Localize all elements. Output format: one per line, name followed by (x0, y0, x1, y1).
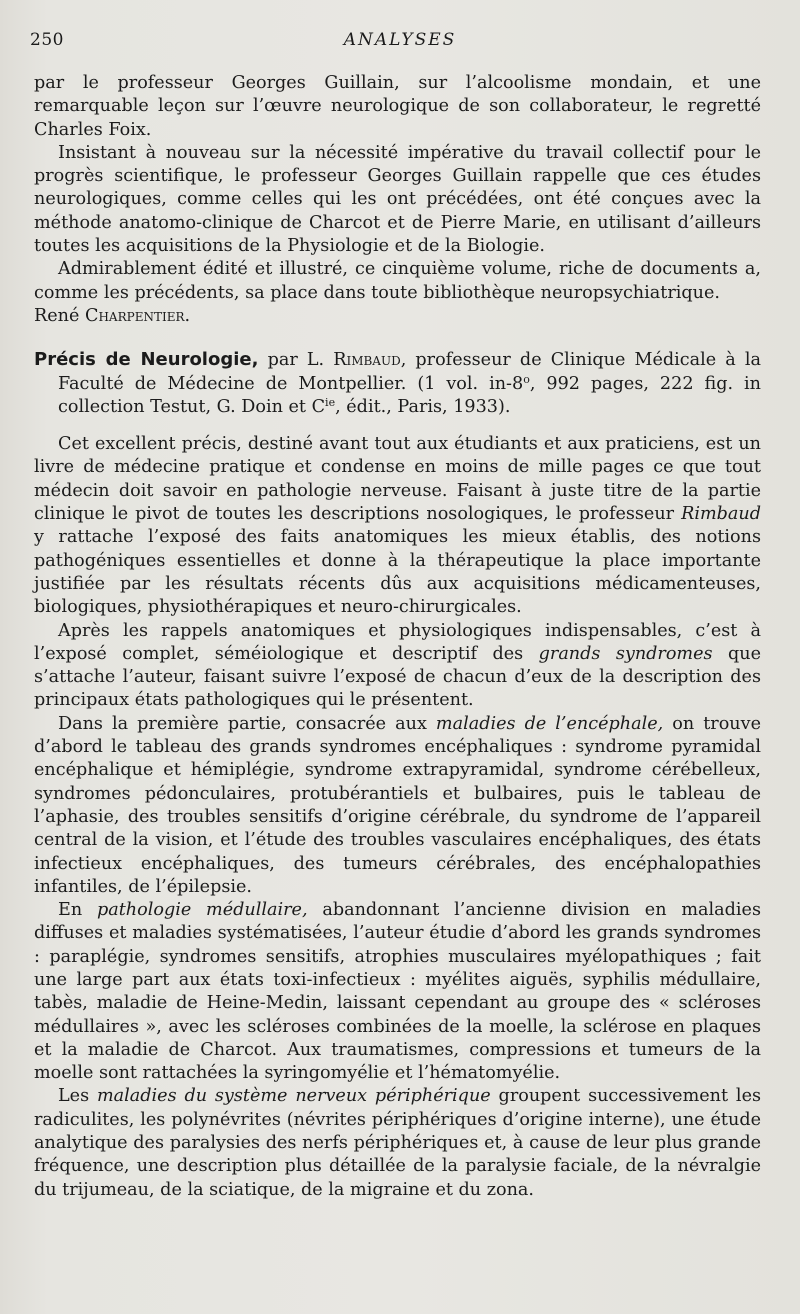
review-paragraph (34, 713, 761, 899)
signature-last-name: Charpentier. (85, 305, 191, 326)
review-paragraph (34, 899, 761, 1085)
review-text: on trouve d’abord le tableau des grands syndromes encéphaliques : syndrome pyramidal encéphalique et hémiplégie, syndrome extrapyramidal, syndrome cérébelleux, syndromes pédonculaires, protubérantiels et bulbaires, puis le tableau de l’aphasie, des troubles sensitifs d’origine cérébrale, du syndrome de l’appareil central de la vision, et l’étude des troubles vasculaires encéphaliques, des états infectieux encéphaliques, des tumeurs cérébrales, des encéphalopathies infantiles, de l’épilepsie. (34, 713, 761, 897)
book-details-end: , édit., Paris, 1933). (335, 396, 511, 417)
previous-review-paragraph: Insistant à nouveau sur la nécessité impérative du travail collectif pour le progrès scientifique, le professeur Georges Guillain rappelle que ces études neurologiques, comme celles qui les ont précédées, ont été conçues avec la méthode anatomo-clinique de Charcot et de Pierre Marie, en utilisant d’ailleurs toutes les acquisitions de la Physiologie et de la Biologie. (34, 142, 761, 257)
review-text: y rattache l’exposé des faits anatomiques les mieux établis, des notions pathogéniques essentielles et donne à la thérapeutique la place importante justifiée par les résultats récents dûs aux acquisitions médicamenteuses, biologiques, physiothérapiques et neuro-chirurgicales. (34, 527, 761, 618)
review-paragraph (34, 620, 761, 713)
review-emphasis: pathologie médullaire, (96, 900, 308, 921)
review-emphasis: maladies de l’encéphale, (435, 713, 664, 734)
signature-first-name: René (34, 305, 80, 326)
review-paragraph (34, 1085, 761, 1201)
previous-review-paragraph: par le professeur Georges Guillain, sur l’alcoolisme mondain, et une remarquable leçon sur l’œuvre neurologique de son collaborateur, le regretté Charles Foix. (34, 73, 761, 140)
previous-review-paragraph: Admirablement édité et illustré, ce cinquième volume, riche de documents a, comme les précédents, sa place dans toute bibliothèque neuropsychiatrique. (34, 259, 761, 303)
running-head: ANALYSES (343, 30, 457, 50)
book-details: professeur de Clinique Médicale à la Faculté de Médecine de Montpellier. (1 vol. in-8 (58, 350, 761, 394)
company-mark: ie (325, 395, 336, 409)
ordinal-mark: o (523, 372, 530, 386)
book-title: Précis de Neurologie, (34, 349, 259, 371)
review-author-name: Rimbaud (681, 504, 761, 525)
review-emphasis: grands syndromes (538, 643, 713, 664)
review-emphasis: maladies du système nerveux périphérique (96, 1086, 491, 1107)
review-signature (34, 305, 761, 328)
review-text: Dans la première partie, consacrée aux (58, 713, 436, 734)
page-body (34, 72, 761, 1202)
review-text: que s’attache l’auteur, faisant suivre l’exposé de chacun d’eux de la description des principaux états pathologiques qui le présentent. (34, 643, 761, 711)
book-by: par L. (267, 350, 325, 371)
page-number: 250 (30, 30, 64, 50)
page-header (30, 30, 770, 58)
review-text: Les (58, 1086, 97, 1107)
review-text: Après les rappels anatomiques et physiologiques indispensables, c’est à l’exposé complet, séméiologique et descriptif des (34, 620, 761, 664)
review-text: Cet excellent précis, destiné avant tout aux étudiants et aux praticiens, est un livre de médecine pratique et condense en moins de mille pages ce que tout médecin doit savoir en pathologie nerveuse. Faisant à juste titre de la partie clinique le pivot de toutes les descriptions nosologiques, le professeur (34, 434, 761, 525)
book-author: Rimbaud, (333, 350, 407, 371)
review-paragraph (34, 433, 761, 619)
review-heading (34, 348, 761, 419)
review-text: abandonnant l’ancienne division en maladies diffuses et maladies systématisées, l’auteur étudie d’abord les grands syndromes : paraplégie, syndromes sensitifs, atrophies musculaires myélopathiques ; fait une large part aux états toxi-infectieux : myélites aiguës, syphilis médullaire, tabès, maladie de Heine-Medin, laissant cependant au groupe des « scléroses médullaires », avec les scléroses combinées de la moelle, la sclérose en plaques et la maladie de Charcot. Aux traumatismes, compressions et tumeurs de la moelle sont rattachées la syringomyélie et l’hématomyélie. (34, 900, 761, 1084)
review-text: En (58, 900, 97, 921)
review-text: groupent successivement les radiculites, les polynévrites (névrites périphériques d’origine interne), une étude analytique des paralysies des nerfs périphériques et, à cause de leur plus grande fréquence, une description plus détaillée de la paralysie faciale, de la névralgie du trijumeau, de la sciatique, de la migraine et du zona. (34, 1086, 762, 1200)
book-details-mid: , 992 pages, 222 fig. in collection Testut, G. Doin et C (58, 373, 761, 417)
